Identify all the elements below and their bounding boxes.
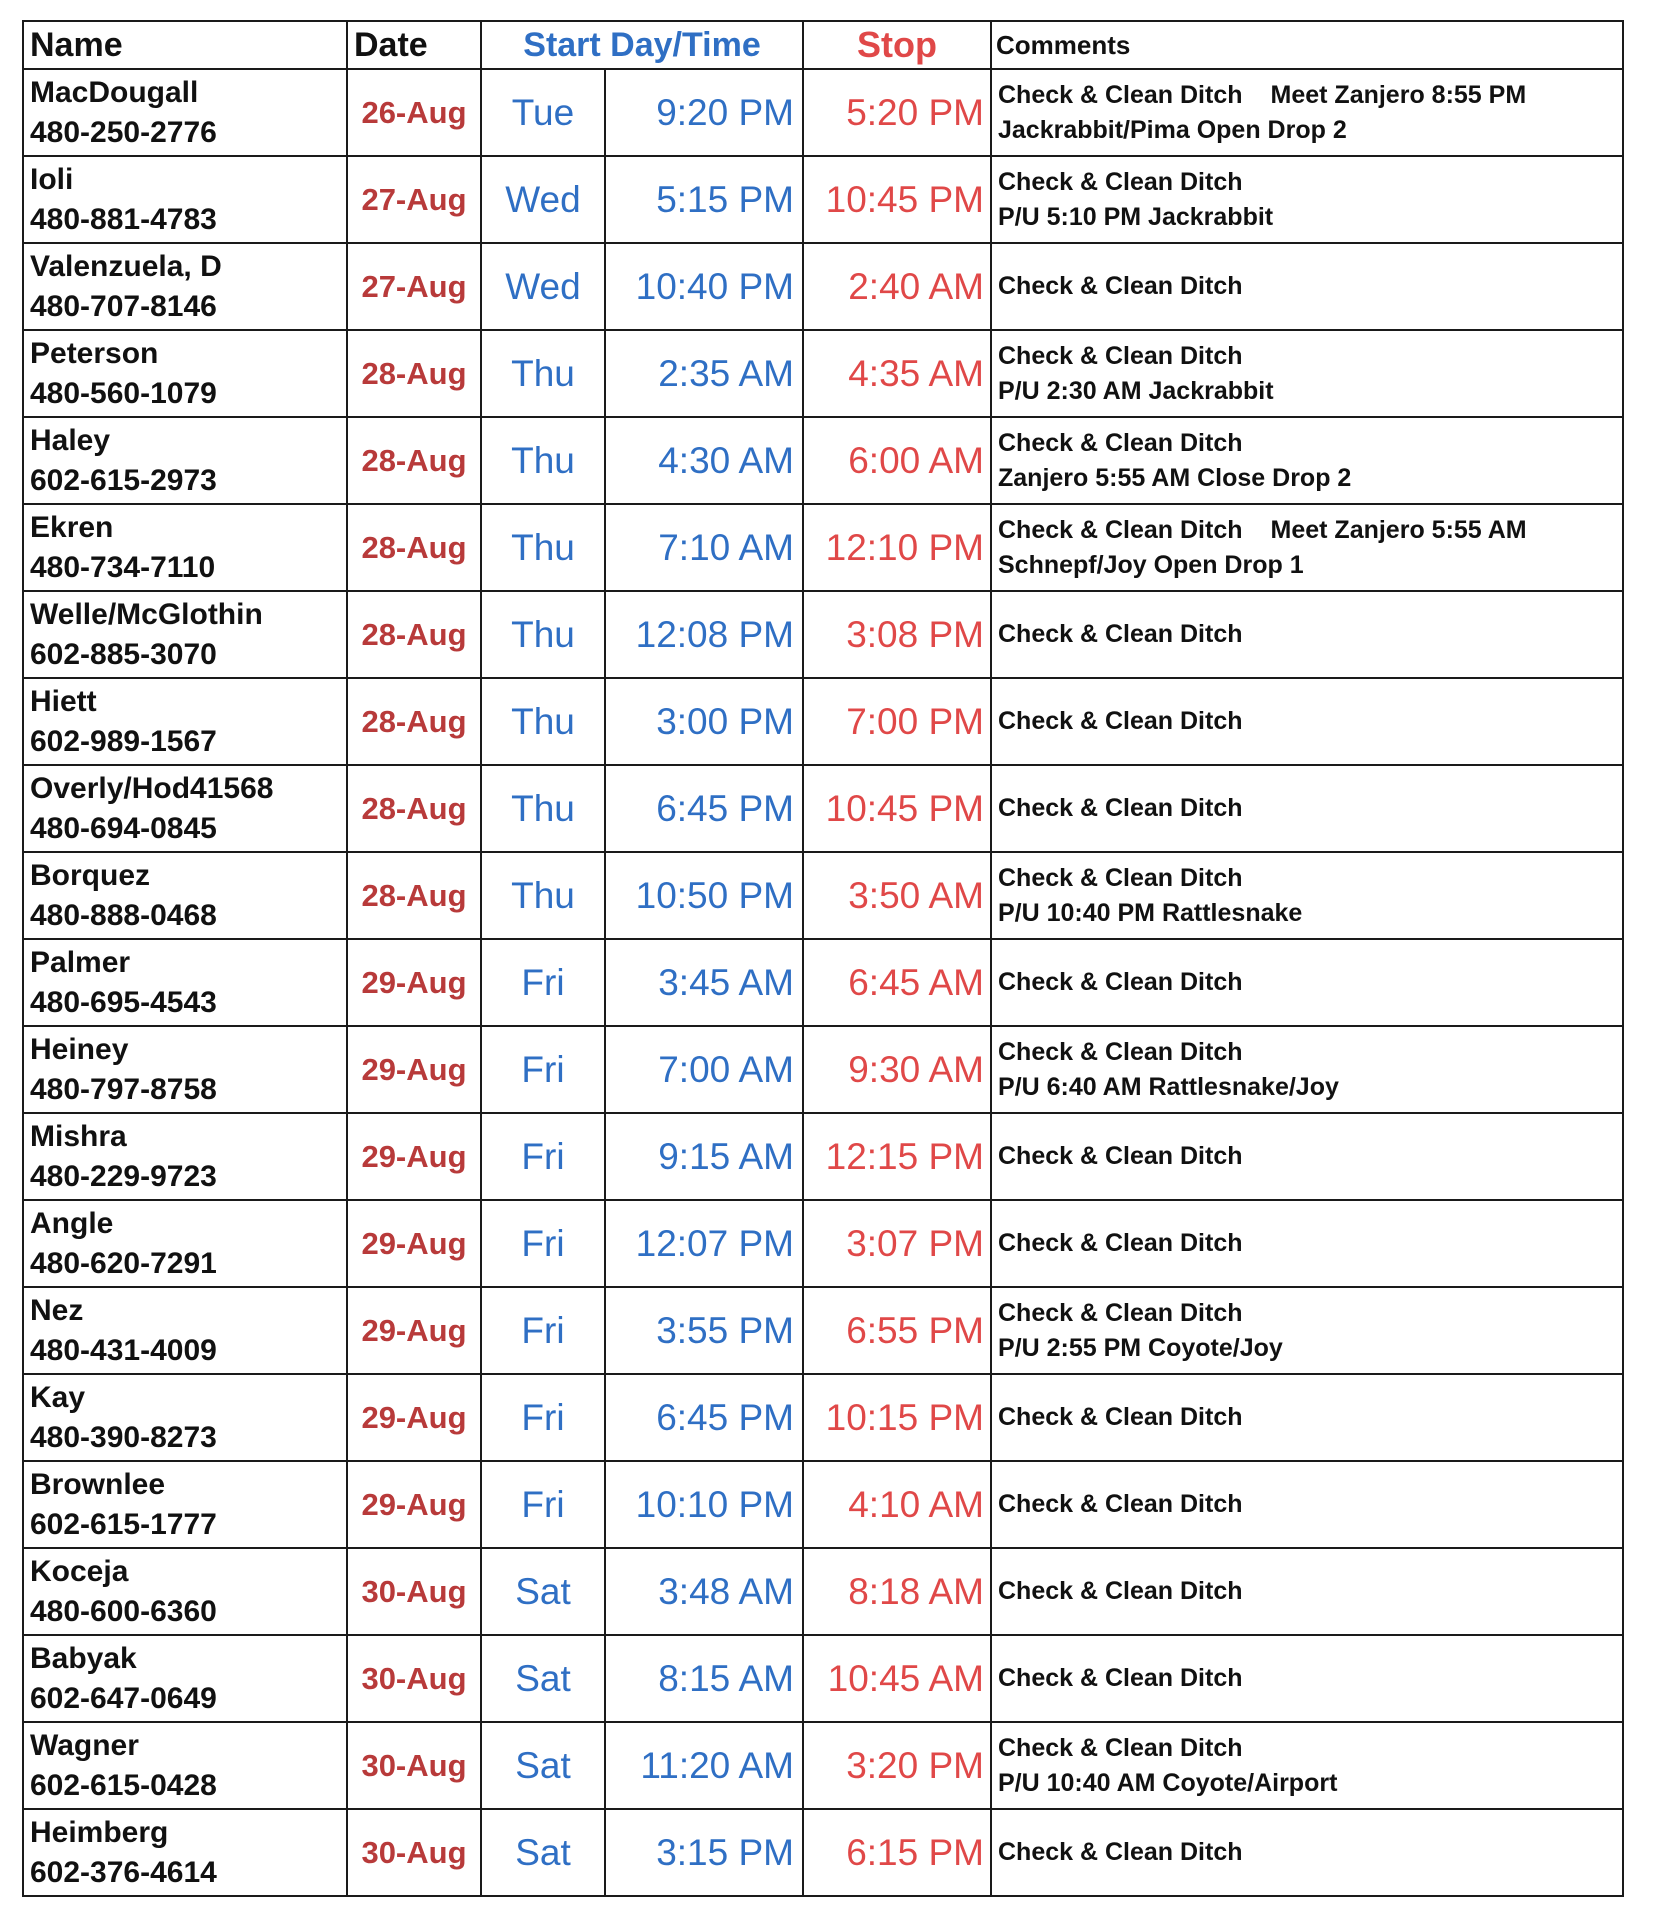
comments-cell [991,69,1623,156]
name-cell [23,1809,347,1896]
name-cell [23,1287,347,1374]
table-row [23,1026,1623,1113]
start-time-cell: 9:20 PM [605,69,803,156]
phone-number: 480-600-6360 [30,1594,217,1628]
person-name: Heiney [30,1032,129,1066]
comments-cell [991,504,1623,591]
date-cell: 29-Aug [347,1461,481,1548]
person-name: Palmer [30,945,131,979]
person-name: Nez [30,1293,84,1327]
name-cell [23,1635,347,1722]
name-cell [23,1548,347,1635]
stop-time-cell: 3:50 AM [803,852,991,939]
stop-time-cell: 3:07 PM [803,1200,991,1287]
table-row [23,417,1623,504]
phone-number: 602-989-1567 [30,724,217,758]
date-cell: 28-Aug [347,417,481,504]
comment-primary: Check & Clean Ditch [998,515,1243,544]
comments-cell [991,1722,1623,1809]
person-name: Ioli [30,162,74,196]
table-row [23,765,1623,852]
comment-primary: Check & Clean Ditch [998,1733,1243,1762]
date-cell: 28-Aug [347,852,481,939]
stop-time-cell: 12:15 PM [803,1113,991,1200]
date-cell: 29-Aug [347,1287,481,1374]
date-cell: 29-Aug [347,1200,481,1287]
start-time-cell: 12:08 PM [605,591,803,678]
person-name: Brownlee [30,1467,166,1501]
stop-time-cell: 6:15 PM [803,1809,991,1896]
date-cell: 27-Aug [347,243,481,330]
stop-time-cell: 3:20 PM [803,1722,991,1809]
comments-cell [991,243,1623,330]
date-cell: 28-Aug [347,330,481,417]
comments-cell [991,330,1623,417]
stop-time-cell: 10:15 PM [803,1374,991,1461]
day-cell: Fri [481,1200,605,1287]
person-name: Wagner [30,1728,139,1762]
table-row [23,156,1623,243]
comment-line-2: P/U 10:40 PM Rattlesnake [998,898,1303,927]
stop-time-cell: 6:55 PM [803,1287,991,1374]
person-name: Mishra [30,1119,127,1153]
comment-line-1 [998,704,1622,739]
day-cell: Sat [481,1722,605,1809]
phone-number: 480-390-8273 [30,1420,217,1454]
start-time-cell: 6:45 PM [605,1374,803,1461]
start-time-cell: 10:40 PM [605,243,803,330]
name-cell [23,330,347,417]
day-cell: Wed [481,156,605,243]
start-time-cell: 7:00 AM [605,1026,803,1113]
name-cell [23,678,347,765]
comment-line-1 [998,1400,1622,1435]
start-time-cell: 7:10 AM [605,504,803,591]
person-name: Hiett [30,684,97,718]
phone-number: 480-888-0468 [30,898,217,932]
date-cell: 29-Aug [347,1113,481,1200]
start-time-cell: 4:30 AM [605,417,803,504]
name-cell [23,765,347,852]
table-row [23,1722,1623,1809]
table-row [23,1461,1623,1548]
day-cell: Fri [481,1113,605,1200]
name-cell [23,243,347,330]
person-name: Overly/Hod41568 [30,771,274,805]
comment-line-2: P/U 10:40 AM Coyote/Airport [998,1768,1338,1797]
start-time-cell: 10:50 PM [605,852,803,939]
day-cell: Thu [481,765,605,852]
comment-primary: Check & Clean Ditch [998,968,1243,996]
name-cell [23,939,347,1026]
comment-line-1 [998,165,1622,200]
table-row [23,330,1623,417]
comment-line-1 [998,269,1622,304]
comments-cell [991,1461,1623,1548]
day-cell: Wed [481,243,605,330]
header-comments: Comments [991,21,1623,69]
comments-cell [991,1113,1623,1200]
stop-time-cell: 5:20 PM [803,69,991,156]
comment-line-1 [998,861,1622,896]
stop-time-cell: 7:00 PM [803,678,991,765]
comment-primary: Check & Clean Ditch [998,1229,1243,1257]
comment-primary: Check & Clean Ditch [998,80,1243,109]
comments-cell [991,591,1623,678]
comment-line-1 [998,1731,1622,1766]
date-cell: 29-Aug [347,939,481,1026]
comment-primary: Check & Clean Ditch [998,1037,1243,1066]
table-row [23,591,1623,678]
phone-number: 480-695-4543 [30,985,217,1019]
day-cell: Thu [481,678,605,765]
comment-primary: Check & Clean Ditch [998,1577,1243,1605]
day-cell: Fri [481,1287,605,1374]
comment-line-2: P/U 2:55 PM Coyote/Joy [998,1333,1283,1362]
stop-time-cell: 10:45 PM [803,156,991,243]
start-time-cell: 9:15 AM [605,1113,803,1200]
name-cell [23,1200,347,1287]
date-cell: 28-Aug [347,765,481,852]
header-date: Date [347,21,481,69]
comment-line-2: P/U 2:30 AM Jackrabbit [998,376,1274,405]
comment-meet: Meet Zanjero 5:55 AM [1270,515,1527,544]
comment-primary: Check & Clean Ditch [998,1403,1243,1431]
name-cell [23,1026,347,1113]
stop-time-cell: 6:00 AM [803,417,991,504]
comments-cell [991,1287,1623,1374]
phone-number: 602-376-4614 [30,1855,217,1889]
stop-time-cell: 9:30 AM [803,1026,991,1113]
person-name: Kay [30,1380,86,1414]
comment-line-1 [998,1035,1622,1070]
comment-line-1 [998,1296,1622,1331]
stop-time-cell: 6:45 AM [803,939,991,1026]
person-name: Haley [30,423,111,457]
comment-line-1 [998,1574,1622,1609]
comment-primary: Check & Clean Ditch [998,1298,1243,1327]
irrigation-schedule-table [22,20,1624,1897]
stop-time-cell: 10:45 PM [803,765,991,852]
comment-line-1 [998,1835,1622,1870]
name-cell [23,1722,347,1809]
table-row [23,1374,1623,1461]
table-row [23,1200,1623,1287]
phone-number: 602-615-1777 [30,1507,217,1541]
comment-primary: Check & Clean Ditch [998,707,1243,735]
comment-primary: Check & Clean Ditch [998,794,1243,822]
table-row [23,1635,1623,1722]
name-cell [23,1113,347,1200]
name-cell [23,156,347,243]
comment-line-1 [998,791,1622,826]
stop-time-cell: 3:08 PM [803,591,991,678]
table-row [23,1287,1623,1374]
start-time-cell: 8:15 AM [605,1635,803,1722]
comment-meet: Meet Zanjero 8:55 PM [1270,80,1527,109]
start-time-cell: 11:20 AM [605,1722,803,1809]
table-row [23,504,1623,591]
comments-cell [991,1635,1623,1722]
comment-line-1 [998,1487,1622,1522]
person-name: Valenzuela, D [30,249,222,283]
start-time-cell: 3:45 AM [605,939,803,1026]
comments-cell [991,765,1623,852]
comment-line-2: P/U 6:40 AM Rattlesnake/Joy [998,1072,1339,1101]
comments-cell [991,1200,1623,1287]
phone-number: 480-431-4009 [30,1333,217,1367]
phone-number: 480-734-7110 [30,550,216,584]
comment-line-1 [998,965,1622,1000]
day-cell: Thu [481,330,605,417]
comment-line-2: Zanjero 5:55 AM Close Drop 2 [998,463,1352,492]
date-cell: 27-Aug [347,156,481,243]
name-cell [23,504,347,591]
table-row [23,243,1623,330]
start-time-cell: 3:55 PM [605,1287,803,1374]
date-cell: 26-Aug [347,69,481,156]
date-cell: 30-Aug [347,1635,481,1722]
comment-line-1 [998,78,1622,113]
date-cell: 30-Aug [347,1809,481,1896]
person-name: Heimberg [30,1815,169,1849]
comment-primary: Check & Clean Ditch [998,272,1243,300]
day-cell: Thu [481,591,605,678]
comment-line-1 [998,426,1622,461]
comment-primary: Check & Clean Ditch [998,1664,1243,1692]
header-start-day-time: Start Day/Time [481,21,803,69]
comment-primary: Check & Clean Ditch [998,863,1243,892]
stop-time-cell: 12:10 PM [803,504,991,591]
day-cell: Sat [481,1548,605,1635]
stop-time-cell: 10:45 AM [803,1635,991,1722]
header-row [23,21,1623,69]
day-cell: Fri [481,939,605,1026]
phone-number: 602-647-0649 [30,1681,217,1715]
phone-number: 480-620-7291 [30,1246,217,1280]
table-row [23,939,1623,1026]
name-cell [23,591,347,678]
phone-number: 602-885-3070 [30,637,217,671]
comment-line-1 [998,1226,1622,1261]
comment-line-1 [998,513,1622,548]
comments-cell [991,1809,1623,1896]
person-name: Babyak [30,1641,137,1675]
comments-cell [991,939,1623,1026]
comment-primary: Check & Clean Ditch [998,1838,1243,1866]
stop-time-cell: 8:18 AM [803,1548,991,1635]
comment-primary: Check & Clean Ditch [998,1142,1243,1170]
day-cell: Tue [481,69,605,156]
comment-line-1 [998,1661,1622,1696]
date-cell: 28-Aug [347,678,481,765]
person-name: Borquez [30,858,150,892]
person-name: Koceja [30,1554,129,1588]
comments-cell [991,156,1623,243]
phone-number: 602-615-0428 [30,1768,217,1802]
phone-number: 480-881-4783 [30,202,217,236]
stop-time-cell: 2:40 AM [803,243,991,330]
start-time-cell: 5:15 PM [605,156,803,243]
phone-number: 480-229-9723 [30,1159,217,1193]
phone-number: 480-797-8758 [30,1072,217,1106]
start-time-cell: 3:00 PM [605,678,803,765]
day-cell: Thu [481,504,605,591]
comments-cell [991,417,1623,504]
phone-number: 480-250-2776 [30,115,217,149]
comments-cell [991,852,1623,939]
comments-cell [991,1374,1623,1461]
name-cell [23,1374,347,1461]
table-row [23,1113,1623,1200]
day-cell: Sat [481,1635,605,1722]
person-name: Welle/McGlothin [30,597,263,631]
day-cell: Fri [481,1374,605,1461]
date-cell: 30-Aug [347,1722,481,1809]
comment-primary: Check & Clean Ditch [998,620,1243,648]
table-row [23,1548,1623,1635]
date-cell: 28-Aug [347,504,481,591]
day-cell: Fri [481,1461,605,1548]
comment-line-2: Schnepf/Joy Open Drop 1 [998,550,1304,579]
start-time-cell: 3:48 AM [605,1548,803,1635]
table-row [23,1809,1623,1896]
header-stop: Stop [803,21,991,69]
phone-number: 602-615-2973 [30,463,217,497]
date-cell: 28-Aug [347,591,481,678]
schedule-rows [23,69,1623,1896]
start-time-cell: 10:10 PM [605,1461,803,1548]
comment-line-1 [998,339,1622,374]
name-cell [23,1461,347,1548]
day-cell: Fri [481,1026,605,1113]
name-cell [23,417,347,504]
table-row [23,852,1623,939]
comments-cell [991,678,1623,765]
stop-time-cell: 4:10 AM [803,1461,991,1548]
stop-time-cell: 4:35 AM [803,330,991,417]
header-name: Name [23,21,347,69]
name-cell [23,852,347,939]
start-time-cell: 3:15 PM [605,1809,803,1896]
date-cell: 30-Aug [347,1548,481,1635]
comment-primary: Check & Clean Ditch [998,167,1243,196]
comment-line-1 [998,1139,1622,1174]
comments-cell [991,1026,1623,1113]
start-time-cell: 2:35 AM [605,330,803,417]
start-time-cell: 6:45 PM [605,765,803,852]
table-row [23,678,1623,765]
person-name: Peterson [30,336,159,370]
comment-primary: Check & Clean Ditch [998,428,1243,457]
day-cell: Thu [481,417,605,504]
phone-number: 480-694-0845 [30,811,217,845]
name-cell [23,69,347,156]
table-row [23,69,1623,156]
comments-cell [991,1548,1623,1635]
person-name: MacDougall [30,75,199,109]
day-cell: Thu [481,852,605,939]
person-name: Angle [30,1206,114,1240]
person-name: Ekren [30,510,114,544]
comment-line-1 [998,617,1622,652]
comment-line-2: P/U 5:10 PM Jackrabbit [998,202,1274,231]
phone-number: 480-707-8146 [30,289,217,323]
comment-primary: Check & Clean Ditch [998,341,1243,370]
start-time-cell: 12:07 PM [605,1200,803,1287]
date-cell: 29-Aug [347,1026,481,1113]
comment-primary: Check & Clean Ditch [998,1490,1243,1518]
day-cell: Sat [481,1809,605,1896]
date-cell: 29-Aug [347,1374,481,1461]
comment-line-2: Jackrabbit/Pima Open Drop 2 [998,115,1347,144]
phone-number: 480-560-1079 [30,376,217,410]
